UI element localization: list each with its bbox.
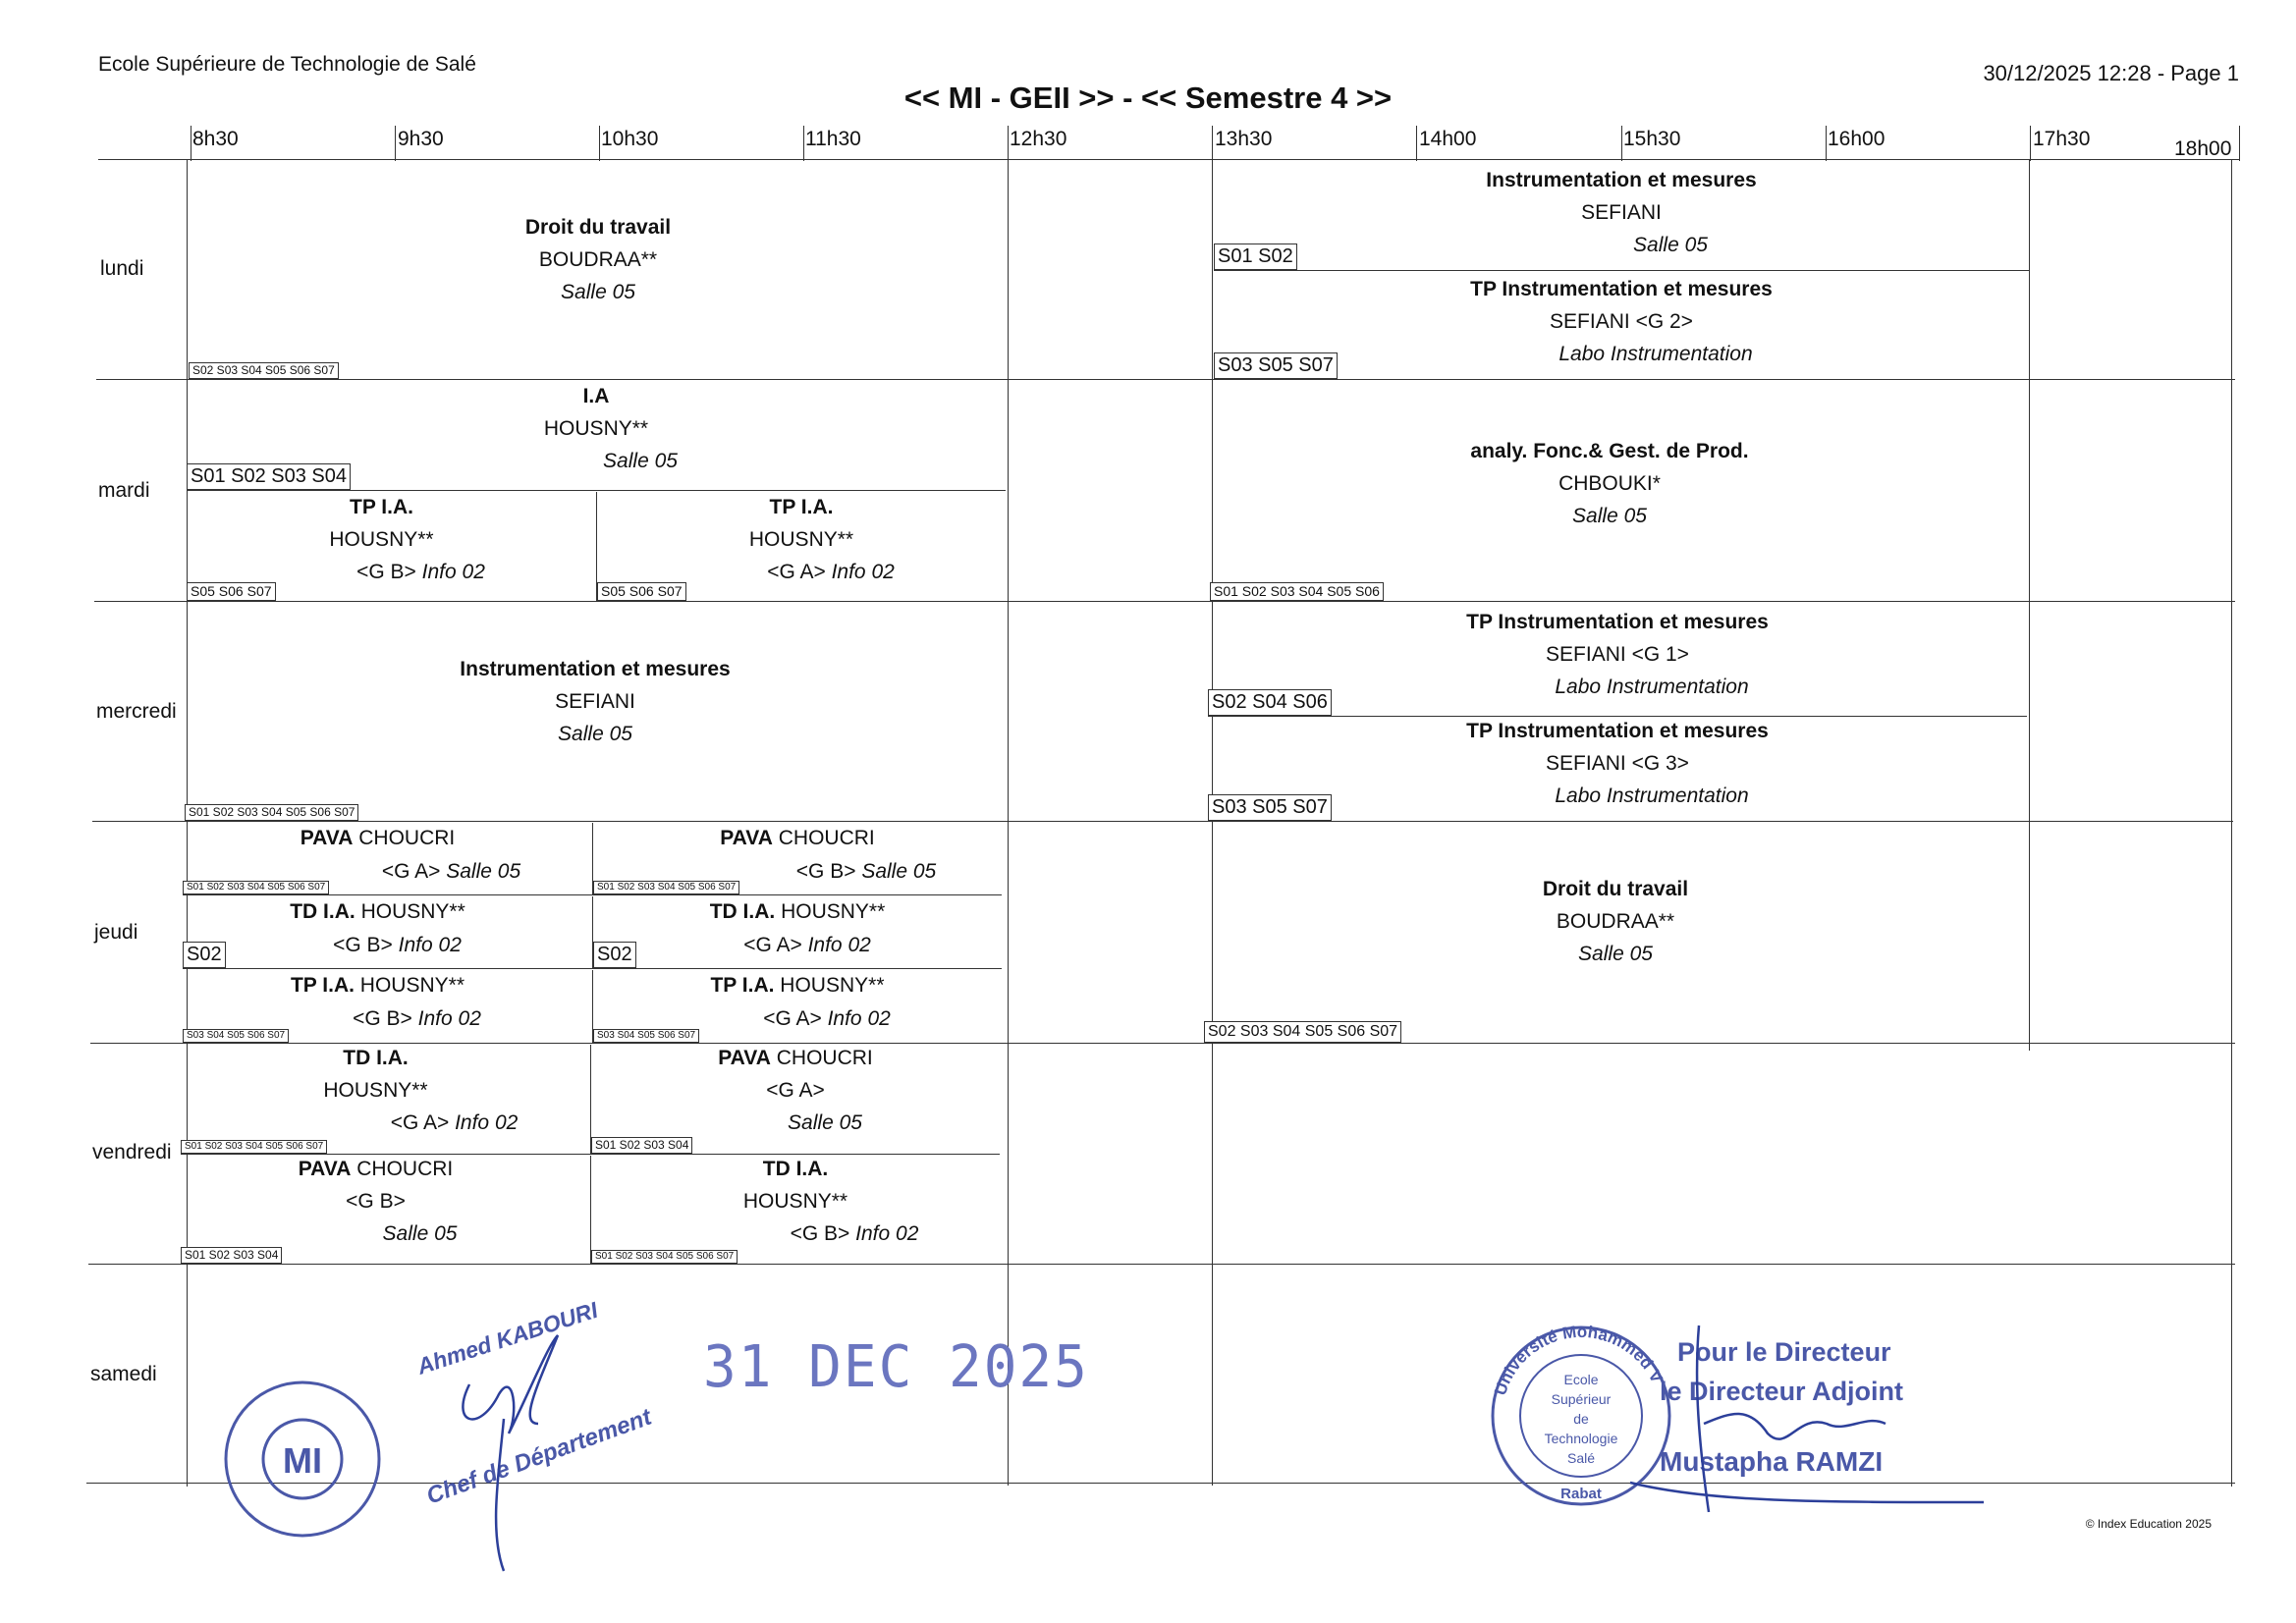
course-title: Droit du travail <box>524 216 672 239</box>
course-title: TD I.A. <box>290 900 355 923</box>
student-group-tags: S02 S03 S04 S05 S06 S07 <box>189 362 339 379</box>
course-block[interactable] <box>187 381 1006 491</box>
student-group-tags: S01 S02 S03 S04 S05 S06 S07 <box>185 804 358 821</box>
signer-role: Chef de Département <box>422 1403 655 1510</box>
day-label-vendredi: vendredi <box>92 1141 172 1163</box>
time-label: 14h00 <box>1419 128 1477 150</box>
course-block[interactable] <box>183 970 593 1043</box>
course-title: TP I.A. <box>769 496 834 518</box>
time-label: 15h30 <box>1623 128 1681 150</box>
date-stamp: 31 DEC 2025 <box>703 1333 1089 1401</box>
course-room: Info 02 <box>398 934 462 956</box>
course-title: PAVA <box>300 827 354 849</box>
course-teacher: CHOUCRI <box>356 1158 454 1180</box>
course-room: Labo Instrumentation <box>1555 784 1749 807</box>
course-title: PAVA <box>720 827 773 849</box>
course-title: TP Instrumentation et mesures <box>1470 278 1773 300</box>
course-block[interactable] <box>1204 823 2027 1043</box>
course-room: Info 02 <box>855 1222 919 1245</box>
student-group-tags: S01 S02 <box>1214 243 1297 270</box>
student-group-tags: S01 S02 S03 S04 S05 S06 S07 <box>591 1250 738 1265</box>
course-title: TP I.A. <box>710 974 775 997</box>
seal-center-text: Ecole <box>1563 1372 1599 1387</box>
course-block[interactable] <box>1208 603 2027 717</box>
student-group-tags: S02 <box>593 942 636 968</box>
day-label-jeudi: jeudi <box>94 921 138 944</box>
print-date-page: 30/12/2025 12:28 - Page 1 <box>1983 61 2239 85</box>
day-label-samedi: samedi <box>90 1363 157 1385</box>
course-room: Salle 05 <box>603 450 678 472</box>
course-room: Salle 05 <box>561 281 635 303</box>
course-block[interactable] <box>183 823 593 895</box>
course-teacher: CHBOUKI* <box>1558 472 1661 495</box>
course-teacher: HOUSNY** <box>360 900 465 923</box>
student-group-tags: S05 S06 S07 <box>597 582 686 602</box>
course-teacher: HOUSNY** <box>742 1190 848 1213</box>
course-group-room <box>202 934 592 957</box>
course-block[interactable] <box>591 1045 1000 1155</box>
student-group-tags: S01 S02 S03 S04 <box>181 1247 282 1264</box>
course-group-room <box>731 860 1002 884</box>
course-group: <G A> <box>767 561 826 583</box>
course-title: TP I.A. <box>290 974 355 997</box>
course-block[interactable] <box>183 896 593 969</box>
copyright-footer: © Index Education 2025 <box>2085 1517 2212 1531</box>
course-group-room <box>310 860 592 884</box>
time-label: 16h00 <box>1828 128 1886 150</box>
student-group-tags: S01 S02 S03 S04 S05 S06 S07 <box>181 1140 327 1155</box>
course-title: PAVA CHOUCRI <box>718 1047 873 1069</box>
seal-bottom-text: Rabat <box>1560 1486 1602 1502</box>
course-group: <G B> <box>356 561 416 583</box>
course-title: TD I.A. <box>709 900 776 923</box>
course-block[interactable] <box>187 492 597 601</box>
course-teacher: HOUSNY** <box>748 528 854 551</box>
course-room: Info 02 <box>807 934 871 956</box>
course-title: Instrumentation et mesures <box>460 658 731 680</box>
student-group-tags: S01 S02 S03 S04 S05 S06 <box>1210 582 1384 602</box>
course-title-teacher <box>181 1158 571 1181</box>
day-label-lundi: lundi <box>100 257 144 280</box>
school-name: Ecole Supérieure de Technologie de Salé <box>98 53 476 76</box>
course-title: Droit du travail <box>1542 878 1689 900</box>
course-room: Salle 05 <box>558 723 632 745</box>
course-title-teacher <box>593 827 1002 850</box>
seal-center-text: Salé <box>1566 1450 1596 1466</box>
course-group-room <box>318 1111 590 1135</box>
mi-seal-text: MI <box>283 1440 322 1481</box>
course-room: Salle 05 <box>382 1222 458 1245</box>
course-teacher: HOUSNY** <box>780 974 885 997</box>
course-teacher: HOUSNY** <box>359 974 465 997</box>
student-group-tags: S01 S02 S03 S04 <box>591 1137 692 1154</box>
course-teacher: SEFIANI <box>1581 201 1662 224</box>
course-teacher: SEFIANI <G 3> <box>1546 752 1689 775</box>
course-teacher: SEFIANI <G 2> <box>1550 310 1693 333</box>
course-teacher: CHOUCRI <box>778 827 875 849</box>
course-teacher: HOUSNY** <box>329 528 434 551</box>
course-block[interactable] <box>593 970 1002 1043</box>
course-block[interactable] <box>1214 272 2029 379</box>
course-group: <G B> <box>795 860 856 883</box>
course-teacher: HOUSNY** <box>781 900 886 923</box>
course-room: Salle 05 <box>1633 234 1708 256</box>
course-group-room <box>652 1007 1002 1031</box>
course-room: Salle 05 <box>1578 943 1653 965</box>
course-teacher: CHOUCRI <box>358 827 456 849</box>
course-title: TP Instrumentation et mesures <box>1466 611 1769 633</box>
course-teacher: SEFIANI <box>555 690 635 713</box>
course-block[interactable] <box>1214 161 2029 271</box>
signature-line-2: le Directeur Adjoint <box>1660 1377 1904 1406</box>
course-teacher: HOUSNY** <box>543 417 649 440</box>
course-block[interactable] <box>593 896 1002 969</box>
course-room: Info 02 <box>831 561 895 583</box>
course-room: Info 02 <box>455 1111 519 1134</box>
student-group-tags: S02 S04 S06 <box>1208 689 1332 716</box>
signature-line-1: Pour le Directeur <box>1677 1337 1891 1367</box>
course-room: Labo Instrumentation <box>1555 676 1749 698</box>
course-room: Salle 05 <box>861 860 937 883</box>
course-title: TD I.A. <box>762 1158 829 1180</box>
course-block[interactable] <box>1210 381 2029 601</box>
day-label-mercredi: mercredi <box>96 700 177 723</box>
course-group: <G B> <box>346 1190 406 1213</box>
course-block[interactable] <box>185 603 1006 821</box>
course-group: <G B> <box>353 1007 412 1030</box>
student-group-tags: S03 S05 S07 <box>1214 352 1338 379</box>
course-title: Instrumentation et mesures <box>1486 169 1757 191</box>
course-room: Info 02 <box>827 1007 891 1030</box>
course-title-teacher <box>183 974 573 998</box>
course-block[interactable] <box>593 823 1002 895</box>
time-label: 8h30 <box>192 128 239 150</box>
student-group-tags: S01 S02 S03 S04 S05 S06 S07 <box>593 881 739 895</box>
seal-center-text: Technologie <box>1544 1431 1618 1446</box>
course-block[interactable] <box>181 1045 591 1155</box>
student-group-tags: S03 S04 S05 S06 S07 <box>183 1029 289 1044</box>
time-label: 18h00 <box>2174 137 2232 160</box>
course-teacher: BOUDRAA** <box>538 248 658 271</box>
course-group-room <box>246 561 596 584</box>
course-teacher: SEFIANI <G 1> <box>1546 643 1689 666</box>
time-label: 10h30 <box>601 128 659 150</box>
course-room: Info 02 <box>417 1007 481 1030</box>
student-group-tags: S01 S02 S03 S04 <box>187 463 351 490</box>
course-title: TD I.A. <box>343 1047 409 1069</box>
student-group-tags: S02 <box>183 942 226 968</box>
course-teacher: HOUSNY** <box>323 1079 428 1102</box>
course-room: Salle 05 <box>446 860 521 883</box>
course-title: analy. Fonc.& Gest. de Prod. <box>1470 440 1749 462</box>
course-block[interactable] <box>591 1156 1000 1264</box>
seal-ring-text: Université Mohammed V <box>1491 1322 1667 1398</box>
time-label: 9h30 <box>398 128 444 150</box>
course-room: Salle 05 <box>1572 505 1647 527</box>
student-group-tags: S01 S02 S03 S04 S05 S06 S07 <box>183 881 329 895</box>
signer-name: Ahmed KABOURI <box>413 1296 601 1380</box>
course-room: Labo Instrumentation <box>1558 343 1753 365</box>
time-label: 17h30 <box>2033 128 2091 150</box>
course-group-room <box>656 561 1006 584</box>
day-label-mardi: mardi <box>98 479 150 502</box>
page-title: << MI - GEII >> - << Semestre 4 >> <box>903 81 1393 115</box>
student-group-tags: S02 S03 S04 S05 S06 S07 <box>1204 1021 1401 1043</box>
time-label: 11h30 <box>805 128 861 150</box>
course-group: <G B> <box>333 934 393 956</box>
signature-name: Mustapha RAMZI <box>1660 1446 1884 1477</box>
course-group: <G A> <box>763 1007 822 1030</box>
course-group: <G A> <box>743 934 802 956</box>
course-title-teacher <box>593 900 1002 924</box>
course-group: <G A> <box>381 860 441 883</box>
time-label: 13h30 <box>1215 128 1273 150</box>
course-title-teacher <box>593 974 1002 998</box>
course-group-room <box>709 1222 1000 1246</box>
student-group-tags: S03 S04 S05 S06 S07 <box>593 1029 699 1044</box>
course-title-teacher <box>183 827 573 850</box>
course-block[interactable] <box>597 492 1006 601</box>
course-block[interactable] <box>1208 718 2027 821</box>
student-group-tags: S03 S05 S07 <box>1208 794 1332 821</box>
course-group-room <box>613 934 1002 957</box>
course-title: I.A <box>582 385 610 407</box>
director-stamp-signature <box>1473 1306 2023 1542</box>
course-group-room <box>242 1007 592 1031</box>
course-block[interactable] <box>189 161 1008 379</box>
time-label: 12h30 <box>1010 128 1067 150</box>
course-title: PAVA <box>298 1158 352 1180</box>
course-room: Info 02 <box>421 561 485 583</box>
course-teacher: BOUDRAA** <box>1556 910 1675 933</box>
course-group: <G B> <box>790 1222 850 1245</box>
department-stamp-signature <box>224 1276 676 1600</box>
course-room: Salle 05 <box>788 1111 862 1134</box>
course-title-teacher <box>183 900 573 924</box>
course-title: TP I.A. <box>350 496 413 518</box>
student-group-tags: S05 S06 S07 <box>187 582 276 602</box>
seal-center-text: de <box>1573 1411 1589 1427</box>
course-group: <G A> <box>390 1111 450 1134</box>
course-block[interactable] <box>181 1156 591 1264</box>
seal-center-text: Supérieur <box>1551 1391 1612 1407</box>
course-teacher: <G A> <box>766 1079 825 1102</box>
course-title: TP Instrumentation et mesures <box>1466 720 1769 742</box>
